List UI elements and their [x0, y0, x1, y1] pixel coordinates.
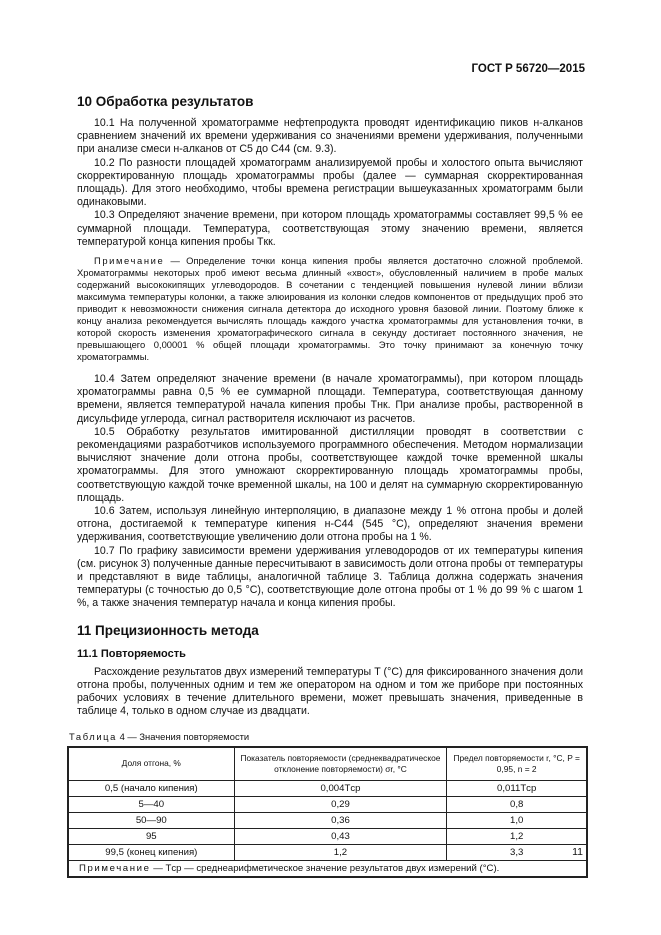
- paragraph-10-5: 10.5 Обработку результатов имитированной дистилляции проводят в соответствии с рекомендациями разработчиков используемого программного обеспечения. Методом нормализации вычисляют значение доли отгона пробы, соответствующее каждой точке временной шкалы хроматограммы. Для этого умножают скорректированную площадь хроматограммы пробы, соответствующую каждой точке временной шкалы, на 100 и делят на суммарную скорректированную площадь.: [77, 425, 583, 504]
- table-header-row: [68, 747, 587, 781]
- standard-number: ГОСТ Р 56720—2015: [471, 63, 585, 75]
- table-4-caption: [69, 731, 583, 742]
- cell-sigma: 1,2: [234, 844, 447, 860]
- paragraph-10-4: 10.4 Затем определяют значение времени (в начале хроматограммы), при котором площадь хроматограммы равна 0,5 % ее суммарной площади. Температура, соответствующая данному времени, является температурой начала кипения пробы Tнк. При анализе пробы, растворенной в дисульфиде углерода, сигнал растворителя исключают из расчетов.: [77, 373, 583, 425]
- paragraph-10-6: 10.6 Затем, используя линейную интерполяцию, в диапазоне между 1 % отгона пробы и долей отгона, достигаемой к температуре кипения н-C44 (545 °C), определяют значения времени удерживания, соответствующие увеличению доли отгона пробы на 1 %.: [77, 505, 583, 544]
- note-text: — Определение точки конца кипения пробы является достаточно сложной проблемой. Хроматограммы некоторых проб имеют весьма длинный «хвост», обусловленный наличием в пробе малых содержаний высококипящих углеводородов. В сочетании с тенденцией повышения нулевой линии вблизи максимума температуры колонки, а также элюирования из колонки следов компонентов от предыдущих проб это приводит к невозможности снижения сигнала детектора до исходного уровня базовой линии. Поэтому ближе к концу анализа рекомендуется вычислять площадь каждого участка хроматограммы для установления точки, в которой скорость изменения хроматографического сигнала в секунду достигает постоянного значения, не превышающего 0,00001 % общей площади хроматограммы. Это точку принимают за конечную точку хроматограммы.: [77, 255, 583, 363]
- table-note-label: Примечание: [79, 862, 151, 874]
- table-note-text: — Tср — среднеарифметическое значение результатов двух измерений (°C).: [150, 862, 500, 874]
- table-note: [68, 860, 587, 877]
- page-content: [69, 86, 583, 878]
- cell-fraction: 0,5 (начало кипения): [68, 780, 234, 796]
- paragraph-11-1: Расхождение результатов двух измерений температуры T (°C) для фиксированного значения доли отгона пробы, полученных одним и тем же оператором на одном и том же приборе при постоянных рабочих условиях в течение длительного времени, может превышать значения, приведенные в таблице 4, только в одном случае из двадцати.: [77, 665, 583, 718]
- caption-text: 4 — Значения повторяемости: [116, 730, 250, 742]
- header-limit: Предел повторяемости r, °C, P = 0,95, n = 2: [447, 747, 587, 781]
- header-fraction: Доля отгона, %: [68, 747, 234, 781]
- note-10-3: [77, 255, 583, 363]
- cell-sigma: 0,004Tср: [234, 780, 447, 796]
- cell-fraction: 5—40: [68, 796, 234, 812]
- cell-limit: 0,011Tср: [447, 780, 587, 796]
- table-row: [68, 844, 587, 860]
- paragraph-10-1: 10.1 На полученной хроматограмме нефтепродукта проводят идентификацию пиков н-алканов сравнением значений их времени удерживания со значениями времени удерживания, полученными при анализе смеси н-алканов от C5 до C44 (см. 9.3).: [77, 117, 583, 156]
- caption-label: Таблица: [69, 730, 117, 742]
- note-label: Примечание: [94, 255, 165, 267]
- subsection-11-1-title: 11.1 Повторяемость: [77, 647, 186, 660]
- cell-sigma: 0,36: [234, 812, 447, 828]
- page-number: 11: [572, 846, 583, 858]
- cell-fraction: 99,5 (конец кипения): [68, 844, 234, 860]
- section-10-title: 10 Обработка результатов: [77, 94, 254, 109]
- table-row: [68, 828, 587, 844]
- section-11-title: 11 Прецизионность метода: [77, 622, 259, 638]
- cell-limit: 1,0: [447, 812, 587, 828]
- header-sigma: Показатель повторяемости (среднеквадратическое отклонение повторяемости) σr, °C: [234, 747, 447, 781]
- paragraph-10-2: 10.2 По разности площадей хроматограмм анализируемой пробы и холостого опыта вычисляют скорректированную площадь хроматограммы пробы (далее — суммарная скорректированная площадь). Для этого необходимо, чтобы времена регистрации вышеуказанных хроматограмм были одинаковыми.: [77, 156, 583, 209]
- cell-fraction: 50—90: [68, 812, 234, 828]
- repeatability-table: [67, 746, 588, 878]
- paragraph-10-3: 10.3 Определяют значение времени, при котором площадь хроматограммы составляет 99,5 % ее суммарной площади. Температура, соответствующая этому значению времени, является температурой конца кипения пробы Tкк.: [77, 209, 583, 248]
- cell-sigma: 0,29: [234, 796, 447, 812]
- cell-fraction: 95: [68, 828, 234, 844]
- cell-limit: 0,8: [447, 796, 587, 812]
- table-note-row: [68, 860, 587, 877]
- table-row: [68, 812, 587, 828]
- table-row: [68, 780, 587, 796]
- table-row: [68, 796, 587, 812]
- paragraph-10-7: 10.7 По графику зависимости времени удерживания углеводородов от их температуры кипения (см. рисунок 3) полученные данные пересчитывают в зависимость доли отгона пробы от температуры и представляют в виде таблицы, аналогичной таблице 3. Таблица должна содержать значения температуры (с точностью до 0,5 °C), соответствующие доле отгона пробы от 1 % до 99 % с шагом 1 %, а также значения температур начала и конца кипения пробы.: [77, 544, 583, 610]
- cell-sigma: 0,43: [234, 828, 447, 844]
- cell-limit: 3,3: [447, 844, 587, 860]
- cell-limit: 1,2: [447, 828, 587, 844]
